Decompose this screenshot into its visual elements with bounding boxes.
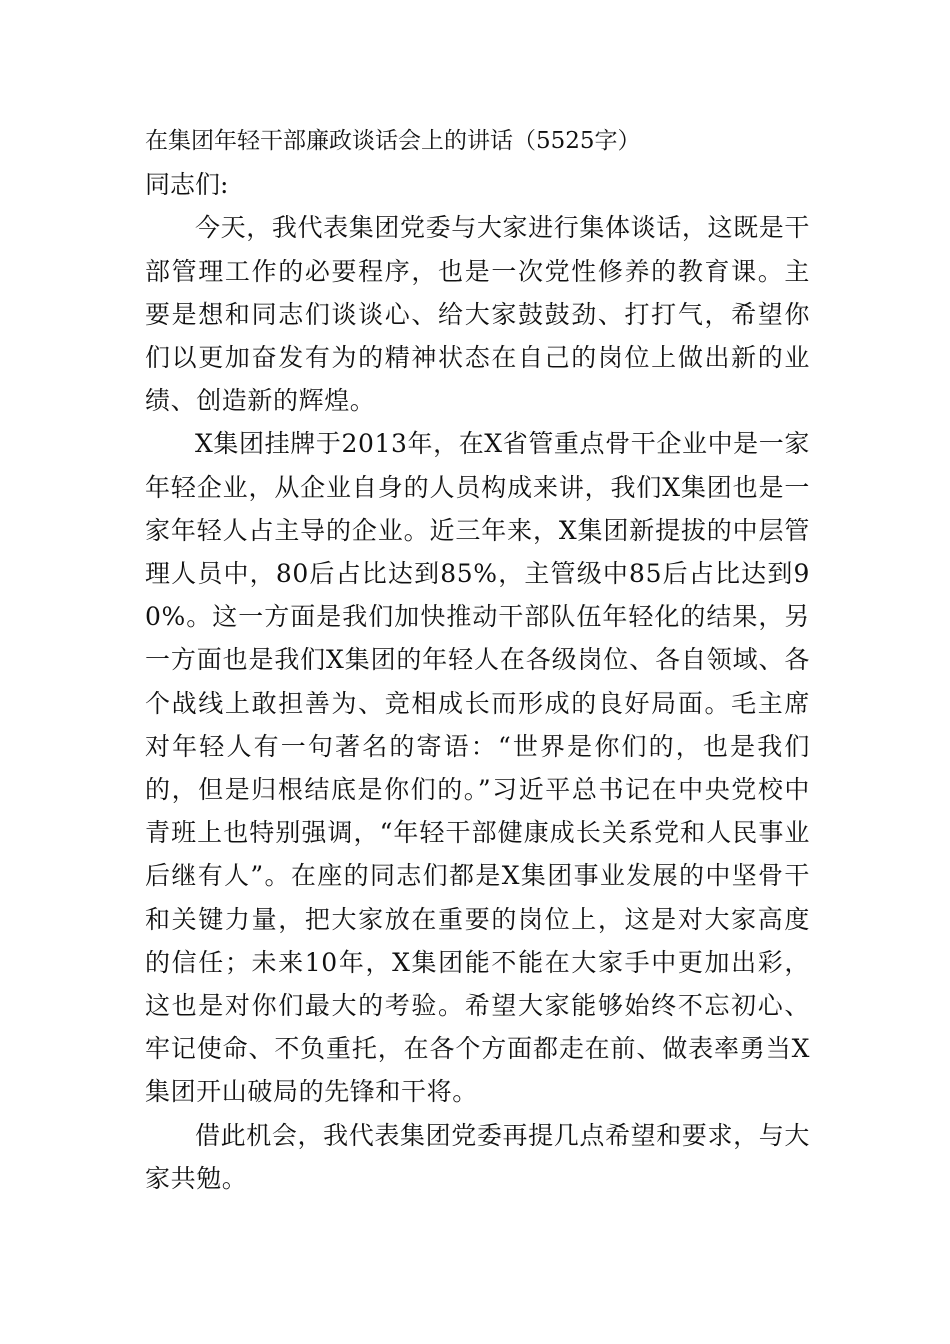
salutation: 同志们: [145,170,229,200]
document-title: 在集团年轻干部廉政谈话会上的讲话（5525字） [145,128,641,154]
paragraph-3: 借此机会，我代表集团党委再提几点希望和要求，与大家共勉。 [145,1120,810,1193]
paragraph-1: 今天，我代表集团党委与大家进行集体谈话，这既是干部管理工作的必要程序，也是一次党性修养的教育课。主要是想和同志们谈谈心、给大家鼓鼓劲、打打气，希望你们以更加奋发有为的精神状态在自己的岗位上做出新的业绩、创造新的辉煌。 [145,213,810,416]
paragraph-2: X集团挂牌于2013年，在X省管重点骨干企业中是一家年轻企业，从企业自身的人员构成来讲，我们X集团也是一家年轻人占主导的企业。近三年来，X集团新提拔的中层管理人员中，80后占比达到85%，主管级中85后占比达到90%。这一方面是我们加快推动干部队伍年轻化的结果，另一方面也是我们X集团的年轻人在各级岗位、各自领域、各个战线上敢担善为、竞相成长而形成的良好局面。毛主席对年轻人有一句著名的寄语：“世界是你们的，也是我们的，但是归根结底是你们的。”习近平总书记在中央党校中青班上也特别强调，“年轻干部健康成长关系党和人民事业后继有人”。在座的同志们都是X集团事业发展的中坚骨干和关键力量，把大家放在重要的岗位上，这是对大家高度的信任；未来10年，X集团能不能在大家手中更加出彩，这也是对你们最大的考验。希望大家能够始终不忘初心、牢记使命、不负重托，在各个方面都走在前、做表率勇当X集团开山破局的先锋和干将。 [145,429,810,1107]
document-body [145,120,810,1200]
